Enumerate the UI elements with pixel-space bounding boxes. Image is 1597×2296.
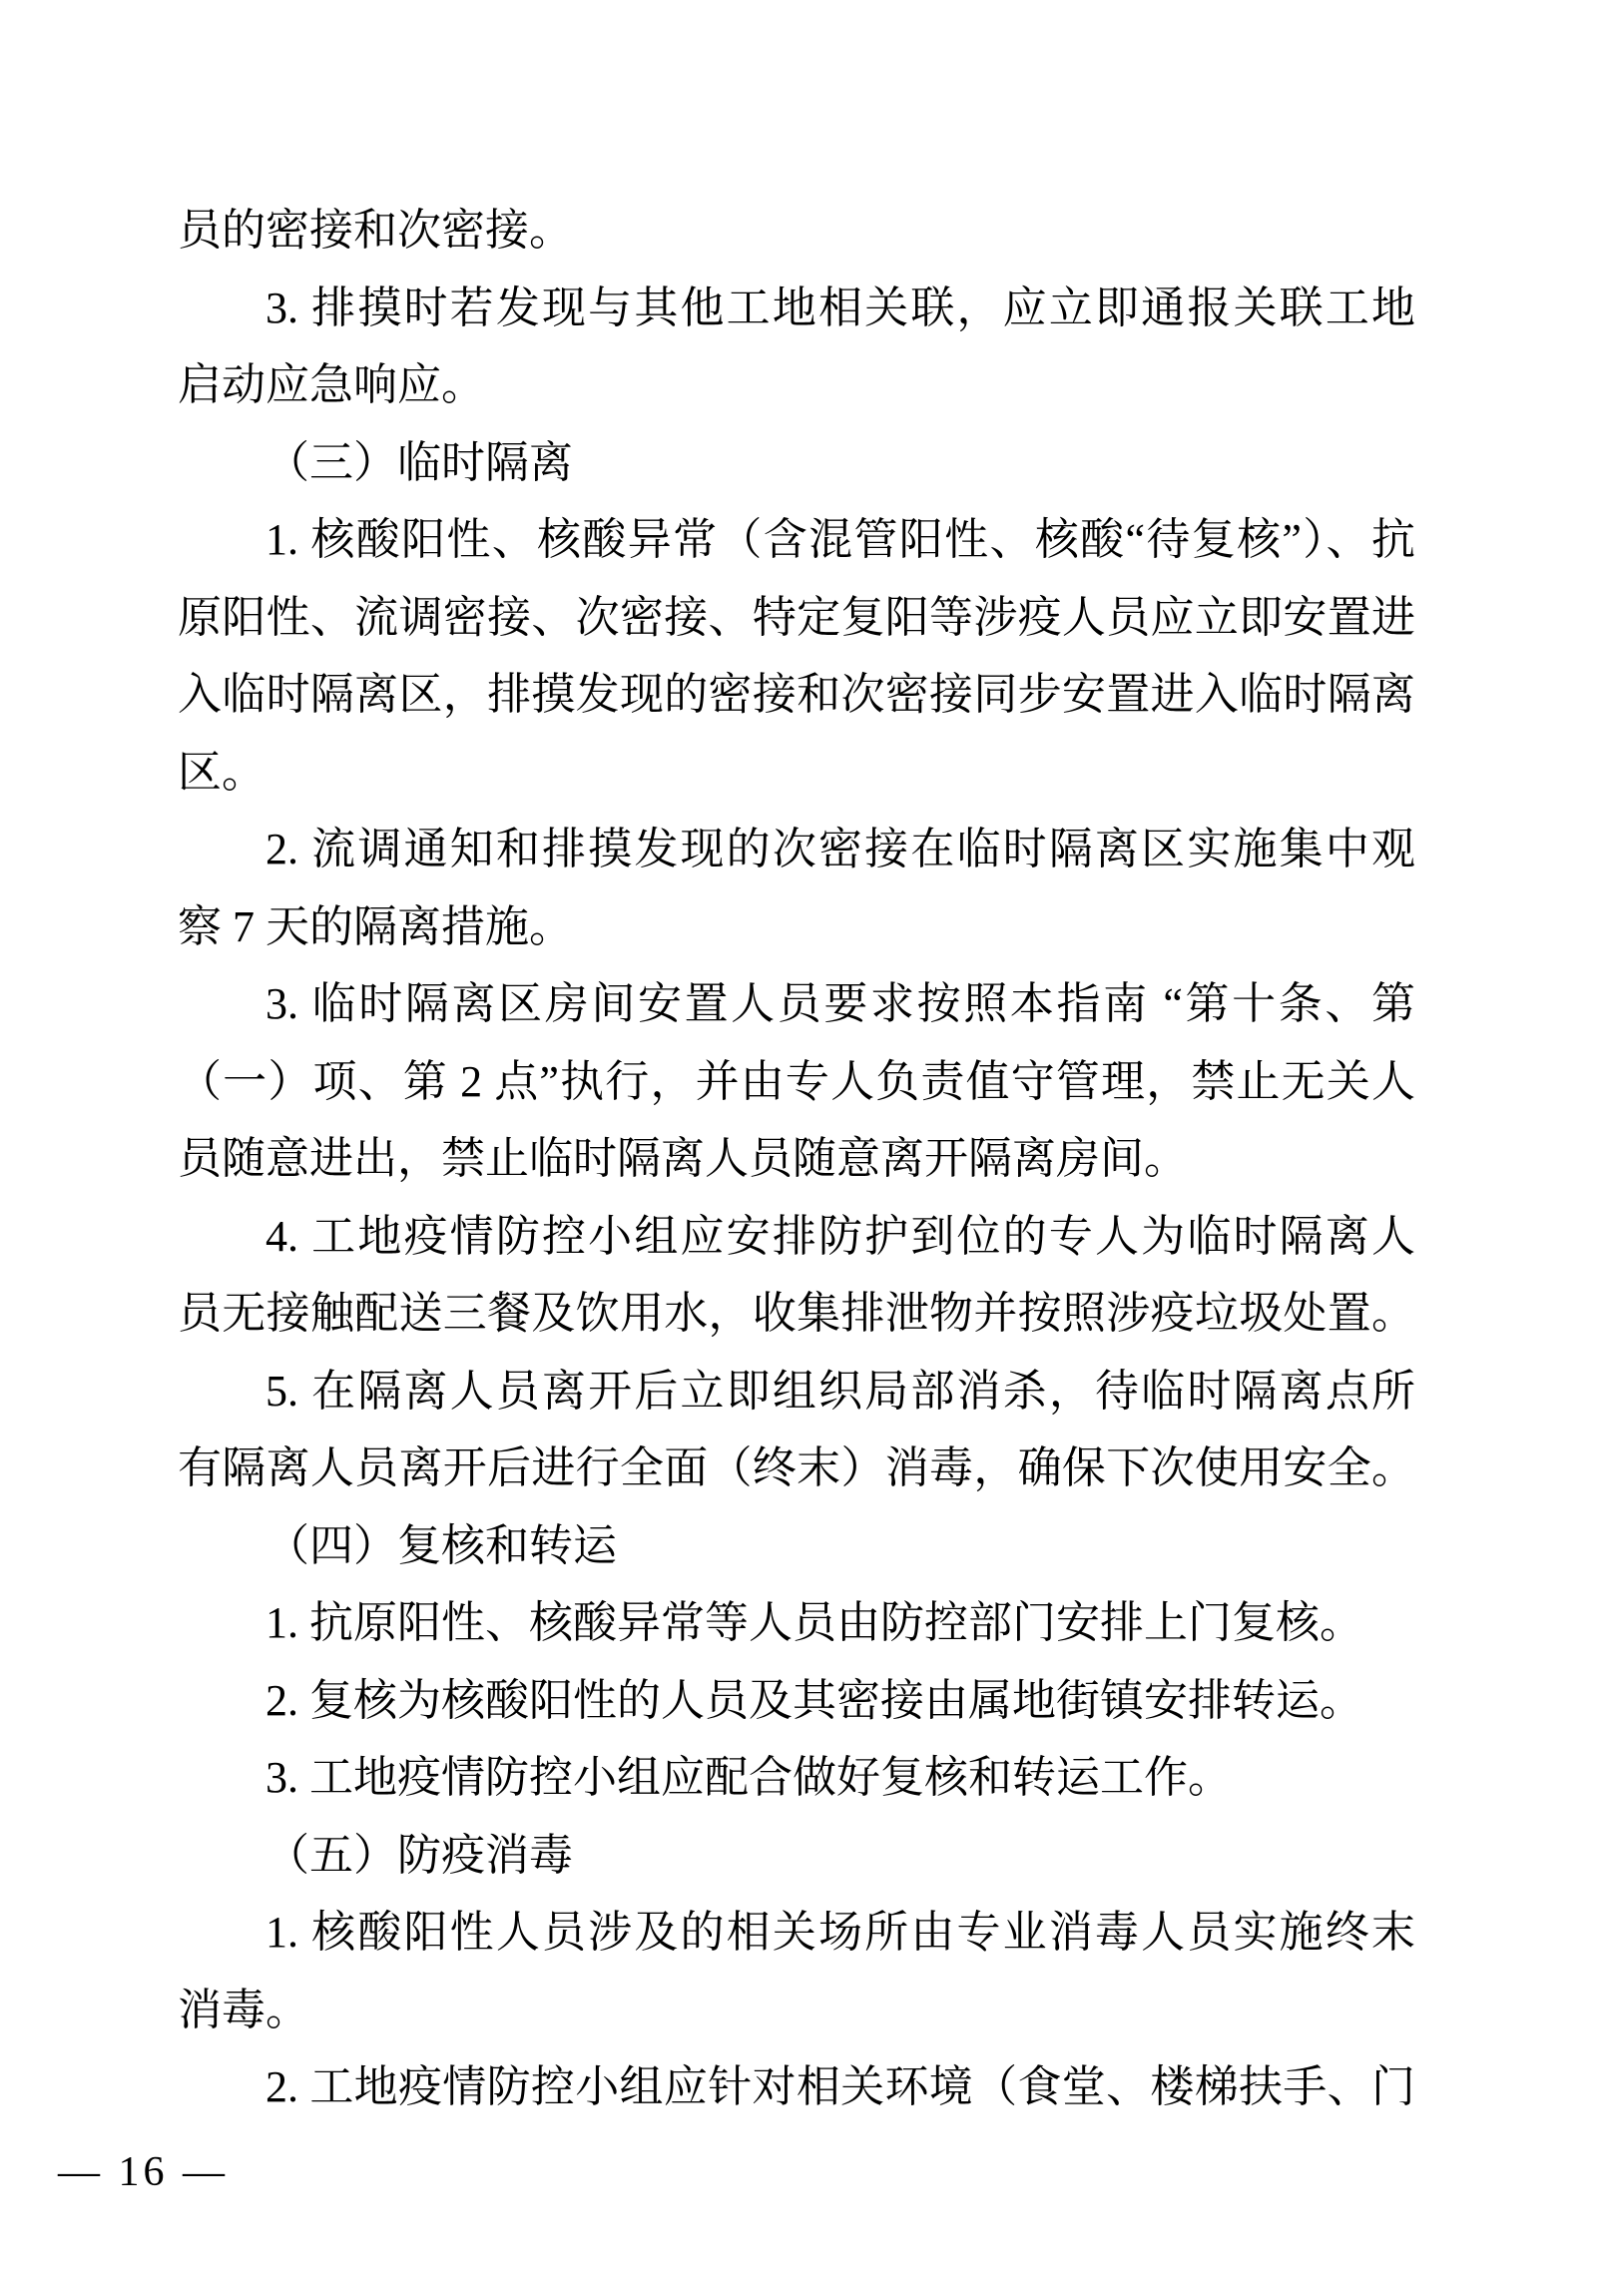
text-line: 入临时隔离区，排摸发现的密接和次密接同步安置进入临时隔离 bbox=[178, 670, 1415, 719]
text-line: 1. 抗原阳性、核酸异常等人员由防控部门安排上门复核。 bbox=[266, 1598, 1363, 1647]
text-line: 1. 核酸阳性、核酸异常（含混管阳性、核酸“待复核”）、抗 bbox=[266, 515, 1415, 564]
text-line: 有隔离人员离开后进行全面（终末）消毒，确保下次使用安全。 bbox=[178, 1443, 1415, 1492]
text-line: 3. 工地疫情防控小组应配合做好复核和转运工作。 bbox=[266, 1753, 1232, 1802]
text-line: （三）临时隔离 bbox=[266, 437, 573, 487]
text-line: （一）项、第 2 点”执行，并由专人负责值守管理，禁止无关人 bbox=[178, 1056, 1415, 1106]
text-line: 3. 排摸时若发现与其他工地相关联，应立即通报关联工地 bbox=[266, 283, 1415, 332]
page-number: — 16 — bbox=[58, 2148, 229, 2195]
text-line: （四）复核和转运 bbox=[266, 1520, 617, 1570]
text-line: 启动应急响应。 bbox=[178, 360, 485, 409]
text-line: 3. 临时隔离区房间安置人员要求按照本指南 “第十条、第 bbox=[266, 979, 1415, 1028]
text-line: 察 7 天的隔离措施。 bbox=[178, 901, 573, 951]
text-line: 消毒。 bbox=[178, 1985, 309, 2034]
text-line: 2. 工地疫情防控小组应针对相关环境（食堂、楼梯扶手、门 bbox=[266, 2062, 1415, 2111]
text-line: 2. 复核为核酸阳性的人员及其密接由属地街镇安排转运。 bbox=[266, 1675, 1363, 1725]
text-line: 员无接触配送三餐及饮用水，收集排泄物并按照涉疫垃圾处置。 bbox=[178, 1289, 1415, 1338]
text-line: 员的密接和次密接。 bbox=[178, 206, 573, 255]
text-line: 2. 流调通知和排摸发现的次密接在临时隔离区实施集中观 bbox=[266, 825, 1415, 873]
text-line: 原阳性、流调密接、次密接、特定复阳等涉疫人员应立即安置进 bbox=[178, 592, 1415, 642]
text-line: 5. 在隔离人员离开后立即组织局部消杀，待临时隔离点所 bbox=[266, 1366, 1415, 1416]
text-line: 员随意进出，禁止临时隔离人员随意离开隔离房间。 bbox=[178, 1134, 1188, 1183]
text-line: 1. 核酸阳性人员涉及的相关场所由专业消毒人员实施终末 bbox=[266, 1908, 1415, 1957]
text-line: 区。 bbox=[178, 747, 266, 797]
text-line: 4. 工地疫情防控小组应安排防护到位的专人为临时隔离人 bbox=[266, 1211, 1415, 1261]
text-line: （五）防疫消毒 bbox=[266, 1830, 573, 1880]
